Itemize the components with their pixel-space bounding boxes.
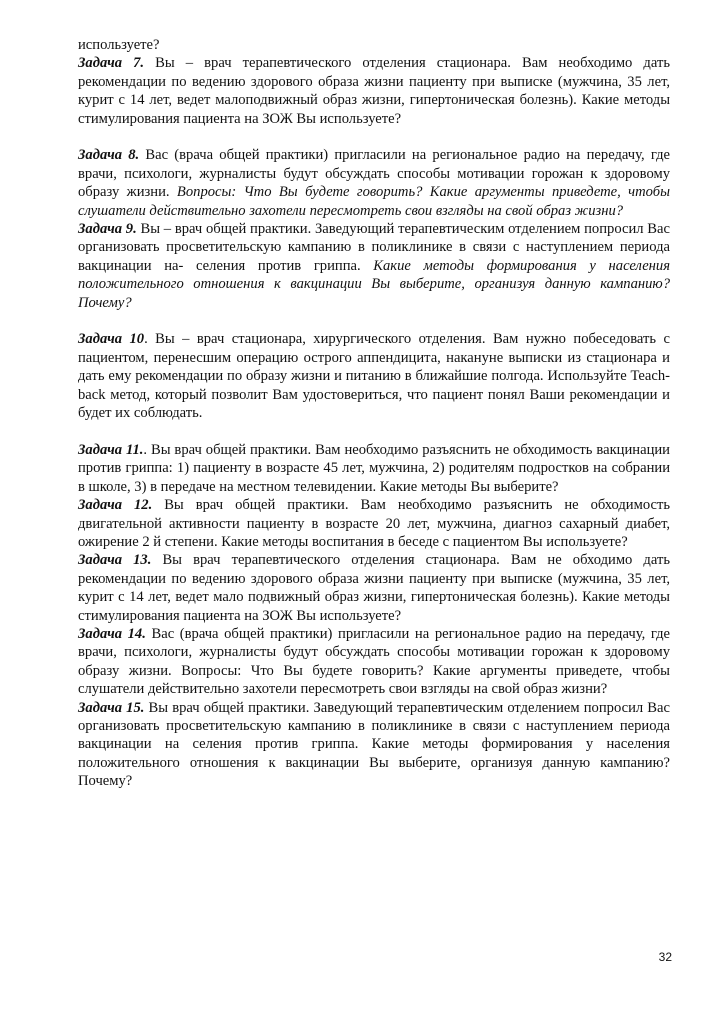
task-12-text: Вы врач общей практики. Вам необходимо разъяснить не обходимость двигательной активности пациенту в возрасте 20 лет, мужчина, диагноз сахарный диабет, ожирение 2 й степени. Какие методы воспитания в беседе с пациентом Вы используете?	[78, 497, 670, 550]
task-10	[78, 330, 670, 422]
document-body	[78, 36, 670, 791]
task-7	[78, 54, 670, 128]
task-10-text: . Вы – врач стационара, хирургического отделения. Вам нужно побеседовать с пациентом, перенесшим операцию острого аппендицита, накануне выписки из стационара и дать ему рекомендации по образу жизни и питанию в ближайшие полгода. Используйте Teach-back метод, который позволит Вам удостовериться, что пациент понял Ваши рекомендации и будет их соблюдать.	[78, 331, 670, 422]
task-8-questions: Вопросы: Что Вы будете говорить? Какие аргументы приведете, чтобы слушатели действительно захотели пересмотреть свои взгляды на свой образ жизни?	[78, 184, 671, 219]
task-15-label: Задача 15.	[78, 699, 145, 716]
task-8	[78, 146, 670, 220]
task-11-label: Задача 11.	[78, 441, 144, 458]
task-13	[78, 551, 670, 625]
task-15-text: Вы врач общей практики. Заведующий терапевтическим отделением попросил Вас организовать просветительскую кампанию в поликлинике в связи с наступлением периода вакцинации на селения против гриппа. Какие методы формирования у населения положительного отношения к вакцинации Вы выберите, организуя данную кампанию? Почему?	[78, 699, 670, 790]
task-14	[78, 625, 670, 699]
task-7-text: Вы – врач терапевтического отделения стационара. Вам необходимо дать рекомендации по ведению здорового образа жизни пациенту при выписке (мужчина, 35 лет, курит с 14 лет, ведет малоподвижный образ жизни, гипертоническая болезнь). Какие методы стимулирования пациента на ЗОЖ Вы используете?	[78, 55, 670, 127]
task-12-label: Задача 12.	[78, 497, 153, 514]
task-9	[78, 220, 670, 312]
task-14-text: Вас (врача общей практики) пригласили на региональное радио на передачу, где врачи, психологи, журналисты будут обсуждать способы мотивации горожан к здоровому образу жизни. Вопросы: Что Вы будете говорить? Какие аргументы приведете, чтобы слушатели действительно захотели пересмотреть свои взгляды на свой образ жизни?	[78, 625, 670, 698]
page-number: 32	[658, 950, 672, 964]
task-13-label: Задача 13.	[78, 552, 152, 569]
continuation-text: используете?	[78, 37, 160, 53]
task-11	[78, 441, 670, 496]
task-13-text: Вы врач терапевтического отделения стационара. Вам не обходимо дать рекомендации по ведению здорового образа жизни пациенту при выписке (мужчина, 35 лет, курит с 14 лет, ведет мало подвижный образ жизни, гипертоническая болезнь). Какие методы стимулирования пациента на ЗОЖ Вы используете?	[78, 552, 670, 624]
task-12	[78, 496, 670, 551]
task-10-label: Задача 10	[78, 331, 145, 348]
task-9-questions: Какие методы формирования у населения положительного отношения к вакцинации Вы выберите, организуя данную кампанию? Почему?	[78, 257, 670, 311]
task-7-label: Задача 7.	[78, 55, 145, 72]
task-9-text: Вы – врач общей практики. Заведующий терапевтическим отделением попросил Вас организовать просветительскую кампанию в поликлинике в связи с наступлением периода вакцинации на- селения против гриппа.	[78, 221, 671, 274]
task-9-label: Задача 9.	[78, 221, 137, 238]
task-15	[78, 699, 670, 791]
task-8-text: Вас (врача общей практики) пригласили на региональное радио на передачу, где врачи, психологи, журналисты будут обсуждать способы мотивации горожан к здоровому образу жизни.	[78, 147, 670, 201]
task-8-label: Задача 8.	[78, 147, 140, 164]
task-11-text: . Вы врач общей практики. Вам необходимо разъяснить не обходимость вакцинации против гриппа: 1) пациенту в возрасте 45 лет, мужчина, 2) родителям подростков на собрании в школе, 3) в передаче на местном телевидении. Какие методы Вы выберите?	[78, 441, 670, 495]
task-14-label: Задача 14.	[78, 625, 146, 642]
